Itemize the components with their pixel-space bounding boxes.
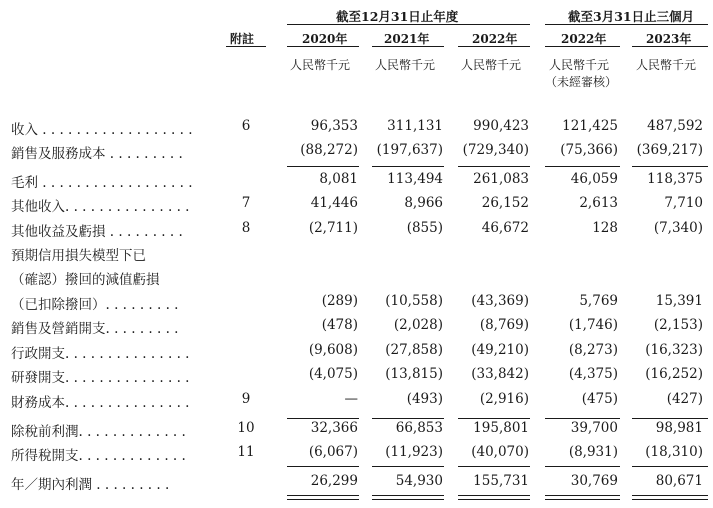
total-rule-bottom-2021 bbox=[372, 499, 444, 500]
row-value: (369,217) bbox=[636, 142, 703, 158]
row-value: 118,375 bbox=[647, 171, 703, 187]
q-group-rule bbox=[545, 24, 708, 25]
row-note: 8 bbox=[241, 220, 251, 236]
row-value: (27,858) bbox=[385, 342, 443, 358]
fy-group-rule bbox=[287, 24, 530, 25]
row-value: 41,446 bbox=[310, 195, 358, 211]
year-header-2021: 2021年 bbox=[384, 32, 430, 46]
row-value: 39,700 bbox=[570, 420, 618, 436]
row-value: (75,366) bbox=[560, 142, 618, 158]
row-value: (11,923) bbox=[385, 444, 443, 460]
profit-rule-2022 bbox=[458, 466, 530, 467]
year-rule-q2022 bbox=[545, 46, 620, 47]
row-value: 26,299 bbox=[310, 473, 358, 489]
row-value: (13,815) bbox=[385, 366, 443, 382]
row-value: (289) bbox=[321, 293, 358, 309]
row-value: — bbox=[344, 391, 358, 407]
row-value: (197,637) bbox=[376, 142, 443, 158]
year-rule-2020 bbox=[287, 46, 359, 47]
row-value: 113,494 bbox=[387, 171, 443, 187]
row-label: 毛利 . . . . . . . . . . . . . . . . . . bbox=[11, 175, 193, 191]
row-note: 10 bbox=[237, 420, 255, 436]
row-label: 收入 . . . . . . . . . . . . . . . . . . bbox=[11, 122, 193, 138]
profit-rule-q2022 bbox=[545, 466, 620, 467]
year-rule-2022 bbox=[458, 46, 530, 47]
three-month-group-title: 截至3月31日止三個月 bbox=[568, 9, 695, 24]
row-value: 80,671 bbox=[655, 473, 703, 489]
row-value: 30,769 bbox=[570, 473, 618, 489]
row-value: 54,930 bbox=[395, 473, 443, 489]
unit-header-q2022: 人民幣千元 bbox=[549, 58, 610, 72]
row-value: 46,672 bbox=[481, 220, 529, 236]
subtotal-rule-2022 bbox=[458, 166, 530, 167]
row-value: (8,931) bbox=[568, 444, 618, 460]
note-column-header: 附註 bbox=[230, 32, 255, 46]
unit-header-2022: 人民幣千元 bbox=[461, 58, 522, 72]
row-value: (88,272) bbox=[300, 142, 358, 158]
pretax-rule-2021 bbox=[372, 418, 444, 419]
subtotal-rule-q2022 bbox=[545, 166, 620, 167]
year-header-q2023: 2023年 bbox=[646, 32, 692, 46]
row-label: 年／期內利潤 . . . . . . . . . bbox=[11, 477, 170, 493]
fiscal-year-group-title: 截至12月31日止年度 bbox=[336, 9, 459, 24]
row-value: (16,252) bbox=[645, 366, 703, 382]
row-value: (4,375) bbox=[568, 366, 618, 382]
row-value: 46,059 bbox=[570, 171, 618, 187]
row-value: 487,592 bbox=[647, 118, 703, 134]
unaudited-note: （未經審核） bbox=[545, 75, 618, 89]
row-value: (10,558) bbox=[385, 293, 443, 309]
row-value: (4,075) bbox=[308, 366, 358, 382]
row-label: 研發開支. . . . . . . . . . . . . . . bbox=[11, 370, 190, 386]
unit-header-2020: 人民幣千元 bbox=[290, 58, 351, 72]
row-value: (6,067) bbox=[308, 444, 358, 460]
row-value: 195,801 bbox=[473, 420, 529, 436]
row-note: 6 bbox=[241, 118, 251, 134]
total-rule-bottom-q2022 bbox=[545, 499, 620, 500]
row-value: 96,353 bbox=[310, 118, 358, 134]
year-header-2022: 2022年 bbox=[472, 32, 518, 46]
total-rule-top-2021 bbox=[372, 495, 444, 496]
row-value: 2,613 bbox=[579, 195, 618, 211]
row-value: 32,366 bbox=[310, 420, 358, 436]
profit-rule-2021 bbox=[372, 466, 444, 467]
subtotal-rule-2020 bbox=[287, 166, 359, 167]
pretax-rule-2020 bbox=[287, 418, 359, 419]
row-value: (16,323) bbox=[645, 342, 703, 358]
row-label: 銷售及營銷開支. . . . . . . . . bbox=[11, 321, 179, 337]
row-value: (8,273) bbox=[568, 342, 618, 358]
row-value: (475) bbox=[581, 391, 618, 407]
row-value: 990,423 bbox=[473, 118, 529, 134]
year-header-2020: 2020年 bbox=[302, 32, 348, 46]
row-value: 15,391 bbox=[655, 293, 703, 309]
row-value: (33,842) bbox=[471, 366, 529, 382]
row-value: (2,711) bbox=[308, 220, 358, 236]
row-label: 所得稅開支. . . . . . . . . . . . . bbox=[11, 448, 186, 464]
row-value: (7,340) bbox=[653, 220, 703, 236]
row-value: 121,425 bbox=[562, 118, 618, 134]
pretax-rule-q2022 bbox=[545, 418, 620, 419]
row-value: (729,340) bbox=[462, 142, 529, 158]
profit-rule-2020 bbox=[287, 466, 359, 467]
subtotal-rule-2021 bbox=[372, 166, 444, 167]
row-value: (427) bbox=[666, 391, 703, 407]
total-rule-top-2022 bbox=[458, 495, 530, 496]
total-rule-bottom-q2023 bbox=[632, 499, 708, 500]
profit-rule-q2023 bbox=[632, 466, 708, 467]
row-value: 8,081 bbox=[319, 171, 358, 187]
row-label: 其他收入. . . . . . . . . . . . . . . bbox=[11, 199, 190, 215]
row-value: 128 bbox=[592, 220, 618, 236]
row-note: 7 bbox=[241, 195, 251, 211]
note-header-rule bbox=[226, 46, 266, 47]
row-label: 除稅前利潤. . . . . . . . . . . . . bbox=[11, 424, 186, 440]
unit-header-2021: 人民幣千元 bbox=[375, 58, 436, 72]
row-value: 5,769 bbox=[579, 293, 618, 309]
total-rule-bottom-2022 bbox=[458, 499, 530, 500]
row-value: 66,853 bbox=[395, 420, 443, 436]
row-value: (478) bbox=[321, 317, 358, 333]
row-label: 財務成本. . . . . . . . . . . . . . . bbox=[11, 395, 190, 411]
row-value: (8,769) bbox=[479, 317, 529, 333]
row-label: 行政開支. . . . . . . . . . . . . . . bbox=[11, 346, 190, 362]
row-value: (40,070) bbox=[471, 444, 529, 460]
row-value: 8,966 bbox=[404, 195, 443, 211]
row-value: (855) bbox=[406, 220, 443, 236]
unit-header-q2023: 人民幣千元 bbox=[636, 58, 697, 72]
row-label: （已扣除撥回）. . . . . . . . . bbox=[11, 297, 179, 313]
row-value: (493) bbox=[406, 391, 443, 407]
row-label: 預期信用損失模型下已 bbox=[11, 248, 146, 264]
row-value: (1,746) bbox=[568, 317, 618, 333]
row-value: (9,608) bbox=[308, 342, 358, 358]
subtotal-rule-q2023 bbox=[632, 166, 708, 167]
row-value: (2,153) bbox=[653, 317, 703, 333]
row-value: 7,710 bbox=[664, 195, 703, 211]
row-value: 311,131 bbox=[387, 118, 443, 134]
row-note: 9 bbox=[241, 391, 251, 407]
row-label: 銷售及服務成本 . . . . . . . . . bbox=[11, 146, 183, 162]
row-value: (49,210) bbox=[471, 342, 529, 358]
total-rule-top-q2022 bbox=[545, 495, 620, 496]
row-label: （確認）撥回的減值虧損 bbox=[11, 272, 160, 288]
total-rule-top-2020 bbox=[287, 495, 359, 496]
total-rule-bottom-2020 bbox=[287, 499, 359, 500]
row-value: 261,083 bbox=[473, 171, 529, 187]
row-value: (43,369) bbox=[471, 293, 529, 309]
total-rule-top-q2023 bbox=[632, 495, 708, 496]
row-value: (18,310) bbox=[645, 444, 703, 460]
row-value: 155,731 bbox=[473, 473, 529, 489]
pretax-rule-q2023 bbox=[632, 418, 708, 419]
row-note: 11 bbox=[237, 444, 255, 460]
year-rule-q2023 bbox=[632, 46, 708, 47]
row-label: 其他收益及虧損 . . . . . . . . . bbox=[11, 224, 183, 240]
row-value: 26,152 bbox=[481, 195, 529, 211]
year-header-q2022: 2022年 bbox=[561, 32, 607, 46]
row-value: (2,028) bbox=[393, 317, 443, 333]
row-value: 98,981 bbox=[655, 420, 703, 436]
pretax-rule-2022 bbox=[458, 418, 530, 419]
row-value: (2,916) bbox=[479, 391, 529, 407]
year-rule-2021 bbox=[372, 46, 444, 47]
